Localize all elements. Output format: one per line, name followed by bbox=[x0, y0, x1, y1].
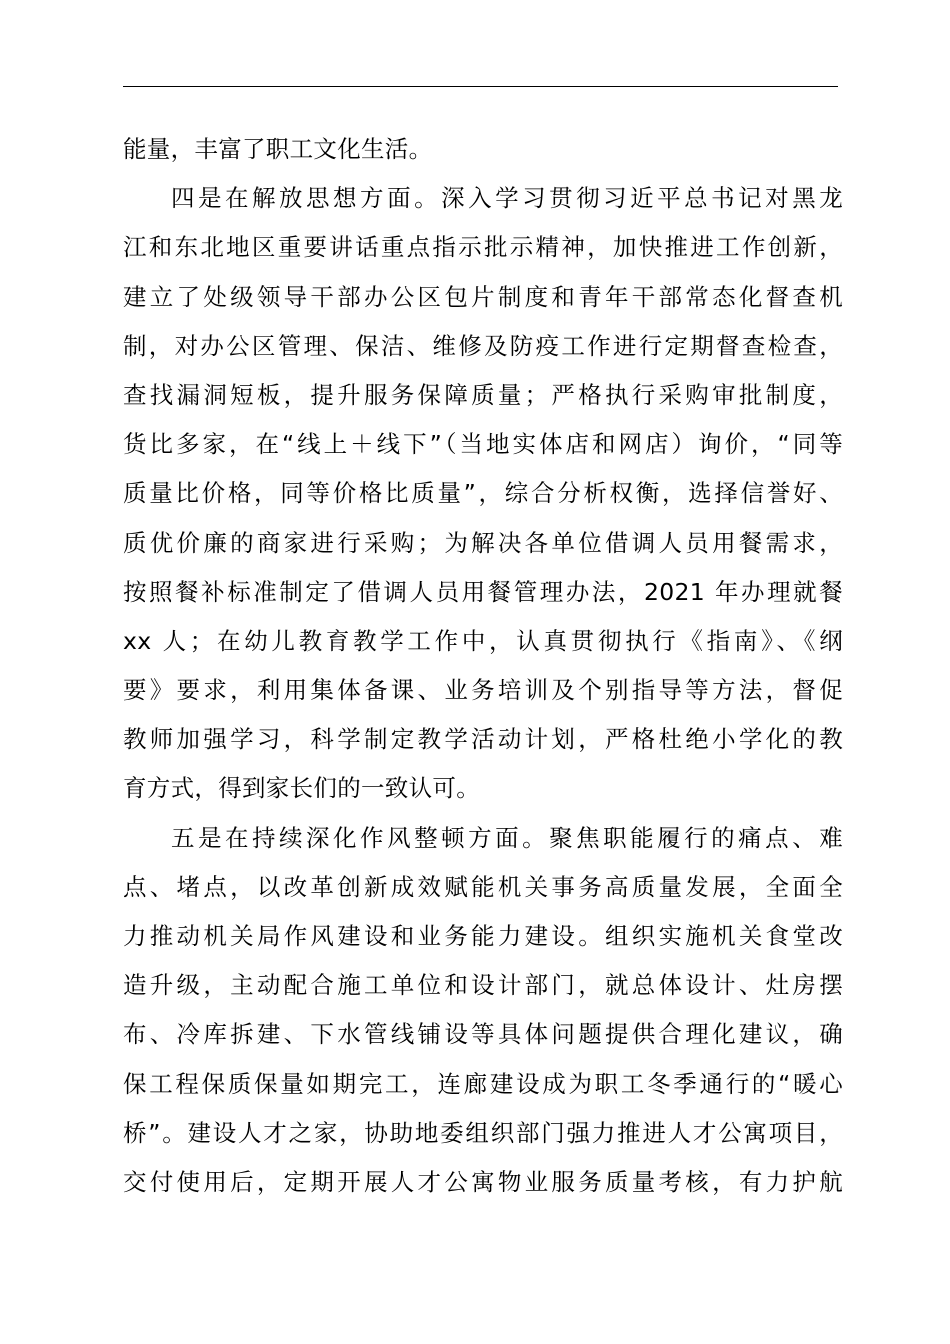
paragraph-start-line: 四是在解放思想方面。深入学习贯彻习近平总书记对黑龙 bbox=[171, 184, 843, 213]
text-line: 点、堵点，以改革创新成效赋能机关事务高质量发展，全面全 bbox=[123, 872, 843, 901]
text-line: 质优价廉的商家进行采购；为解决各单位借调人员用餐需求， bbox=[123, 528, 843, 557]
text-line: 桥”。建设人才之家，协助地委组织部门强力推进人才公寓项目， bbox=[123, 1118, 843, 1147]
text-line: 力推动机关局作风建设和业务能力建设。组织实施机关食堂改 bbox=[123, 922, 843, 950]
text-line: 质量比价格，同等价格比质量”，综合分析权衡，选择信誉好、 bbox=[123, 479, 843, 508]
text-line: 造升级，主动配合施工单位和设计部门，就总体设计、灶房摆 bbox=[123, 971, 843, 1000]
text-line: 建立了处级领导干部办公区包片制度和青年干部常态化督查机 bbox=[123, 282, 843, 311]
text-line: 教师加强学习，科学制定教学活动计划，严格杜绝小学化的教 bbox=[123, 725, 843, 754]
text-line: xx 人；在幼儿教育教学工作中，认真贯彻执行《指南》、《纲 bbox=[123, 626, 843, 655]
header-rule bbox=[123, 86, 838, 87]
text-line: 查找漏洞短板，提升服务保障质量；严格执行采购审批制度， bbox=[123, 380, 843, 409]
text-line: 能量，丰富了职工文化生活。 bbox=[123, 135, 433, 163]
text-line: 要》要求，利用集体备课、业务培训及个别指导等方法，督促 bbox=[123, 676, 843, 705]
text-line: 布、冷库拆建、下水管线铺设等具体问题提供合理化建议，确 bbox=[123, 1020, 843, 1049]
text-line: 制，对办公区管理、保洁、维修及防疫工作进行定期督查检查， bbox=[123, 331, 843, 360]
paragraph-end-line: 育方式，得到家长们的一致认可。 bbox=[123, 774, 480, 803]
text-line: 江和东北地区重要讲话重点指示批示精神，加快推进工作创新， bbox=[123, 233, 843, 262]
text-line: 货比多家，在“线上＋线下”（当地实体店和网店）询价，“同等 bbox=[123, 430, 843, 459]
document-body bbox=[123, 125, 843, 1207]
text-line: 交付使用后，定期开展人才公寓物业服务质量考核，有力护航 bbox=[123, 1167, 843, 1196]
text-line: 保工程保质保量如期完工，连廊建设成为职工冬季通行的“暖心 bbox=[123, 1069, 843, 1098]
paragraph-start-line: 五是在持续深化作风整顿方面。聚焦职能履行的痛点、难 bbox=[171, 823, 843, 852]
text-line: 按照餐补标准制定了借调人员用餐管理办法，2021 年办理就餐 bbox=[123, 577, 843, 606]
